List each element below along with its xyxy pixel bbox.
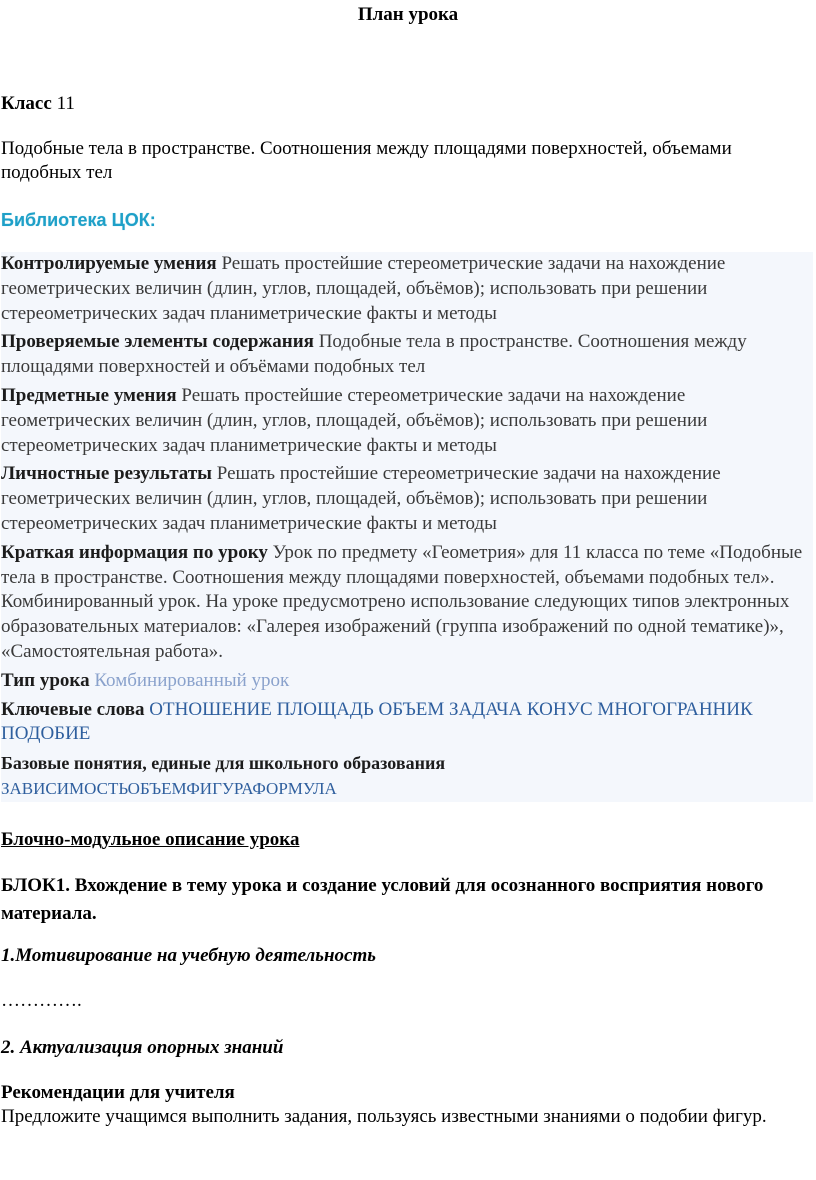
lesson-type-value: Комбинированный урок	[94, 669, 290, 691]
motivation-heading: 1.Мотивирование на учебную деятельность	[1, 945, 376, 966]
lesson-type-row	[1, 669, 813, 694]
keywords-value: ОТНОШЕНИЕ ПЛОЩАДЬ ОБЪЕМ ЗАДАЧА КОНУС МНОГОГРАННИК ПОДОБИЕ	[1, 698, 753, 745]
class-line	[1, 92, 75, 116]
personal-results-row	[1, 462, 813, 536]
recommendations-heading: Рекомендации для учителя	[1, 1082, 235, 1103]
checked-elements-row	[1, 330, 813, 380]
subject-skills-row	[1, 384, 813, 458]
lesson-metadata	[1, 252, 813, 802]
brief-info-row	[1, 541, 813, 665]
base-concepts-label: Базовые понятия, единые для школьного образования	[1, 753, 446, 774]
checked-elements-value: Подобные тела в пространстве. Соотношения между площадями поверхностей и объёмами подобных тел	[1, 331, 747, 378]
checked-elements-label: Проверяемые элементы содержания	[1, 331, 314, 353]
base-concepts-value: ЗАВИСИМОСТЬОБЪЕМФИГУРАФОРМУЛА	[1, 778, 337, 798]
actualization-heading: 2. Актуализация опорных знаний	[1, 1037, 284, 1058]
personal-results-label: Личностные результаты	[1, 463, 212, 485]
class-label: Класс	[1, 93, 52, 114]
page-title: План урока	[357, 4, 459, 25]
class-value: 11	[56, 93, 75, 114]
subject-skills-label: Предметные умения	[1, 384, 177, 406]
library-heading: Библиотека ЦОК:	[1, 210, 156, 230]
placeholder-dots: ………….	[1, 990, 82, 1011]
base-concepts-row	[1, 751, 813, 802]
controlled-skills-value: Решать простейшие стереометрические задачи на нахождение геометрических величин (длин, углов, площадей, объёмов); использовать при решении стереометрических задач планиметрические факты и методы	[1, 253, 726, 324]
personal-results-value: Решать простейшие стереометрические задачи на нахождение геометрических величин (длин, углов, площадей, объёмов); использовать при решении стереометрических задач планиметрические факты и методы	[1, 463, 721, 534]
keywords-row	[1, 698, 813, 748]
modular-description-heading: Блочно-модульное описание урока	[1, 829, 300, 850]
controlled-skills-label: Контролируемые умения	[1, 253, 217, 274]
brief-info-label: Краткая информация по уроку	[1, 541, 268, 563]
keywords-label: Ключевые слова	[1, 698, 145, 720]
subject-skills-value: Решать простейшие стереометрические задачи на нахождение геометрических величин (длин, углов, площадей, объёмов); использовать при решении стереометрических задач планиметрические факты и методы	[1, 384, 708, 456]
recommendations-text: Предложите учащимся выполнить задания, пользуясь известными знаниями о подобии фигур.	[1, 1106, 767, 1127]
brief-info-value: Урок по предмету «Геометрия» для 11 класса по теме «Подобные тела в пространстве. Соотношения между площадями поверхностей, объемами подобных тел». Комбинированный урок. На уроке предусмотрено использование следующих типов электронных образовательных материалов: «Галерея изображений (группа изображений по одной тематике)», «Самостоятельная работа».	[1, 541, 803, 662]
block1-heading: БЛОК1. Вхождение в тему урока и создание условий для осознанного восприятия нового материала.	[1, 875, 764, 924]
controlled-skills-row	[1, 252, 813, 326]
lesson-topic: Подобные тела в пространстве. Соотношения между площадями поверхностей, объемами подобных тел	[1, 138, 732, 183]
lesson-type-label: Тип урока	[1, 669, 90, 691]
